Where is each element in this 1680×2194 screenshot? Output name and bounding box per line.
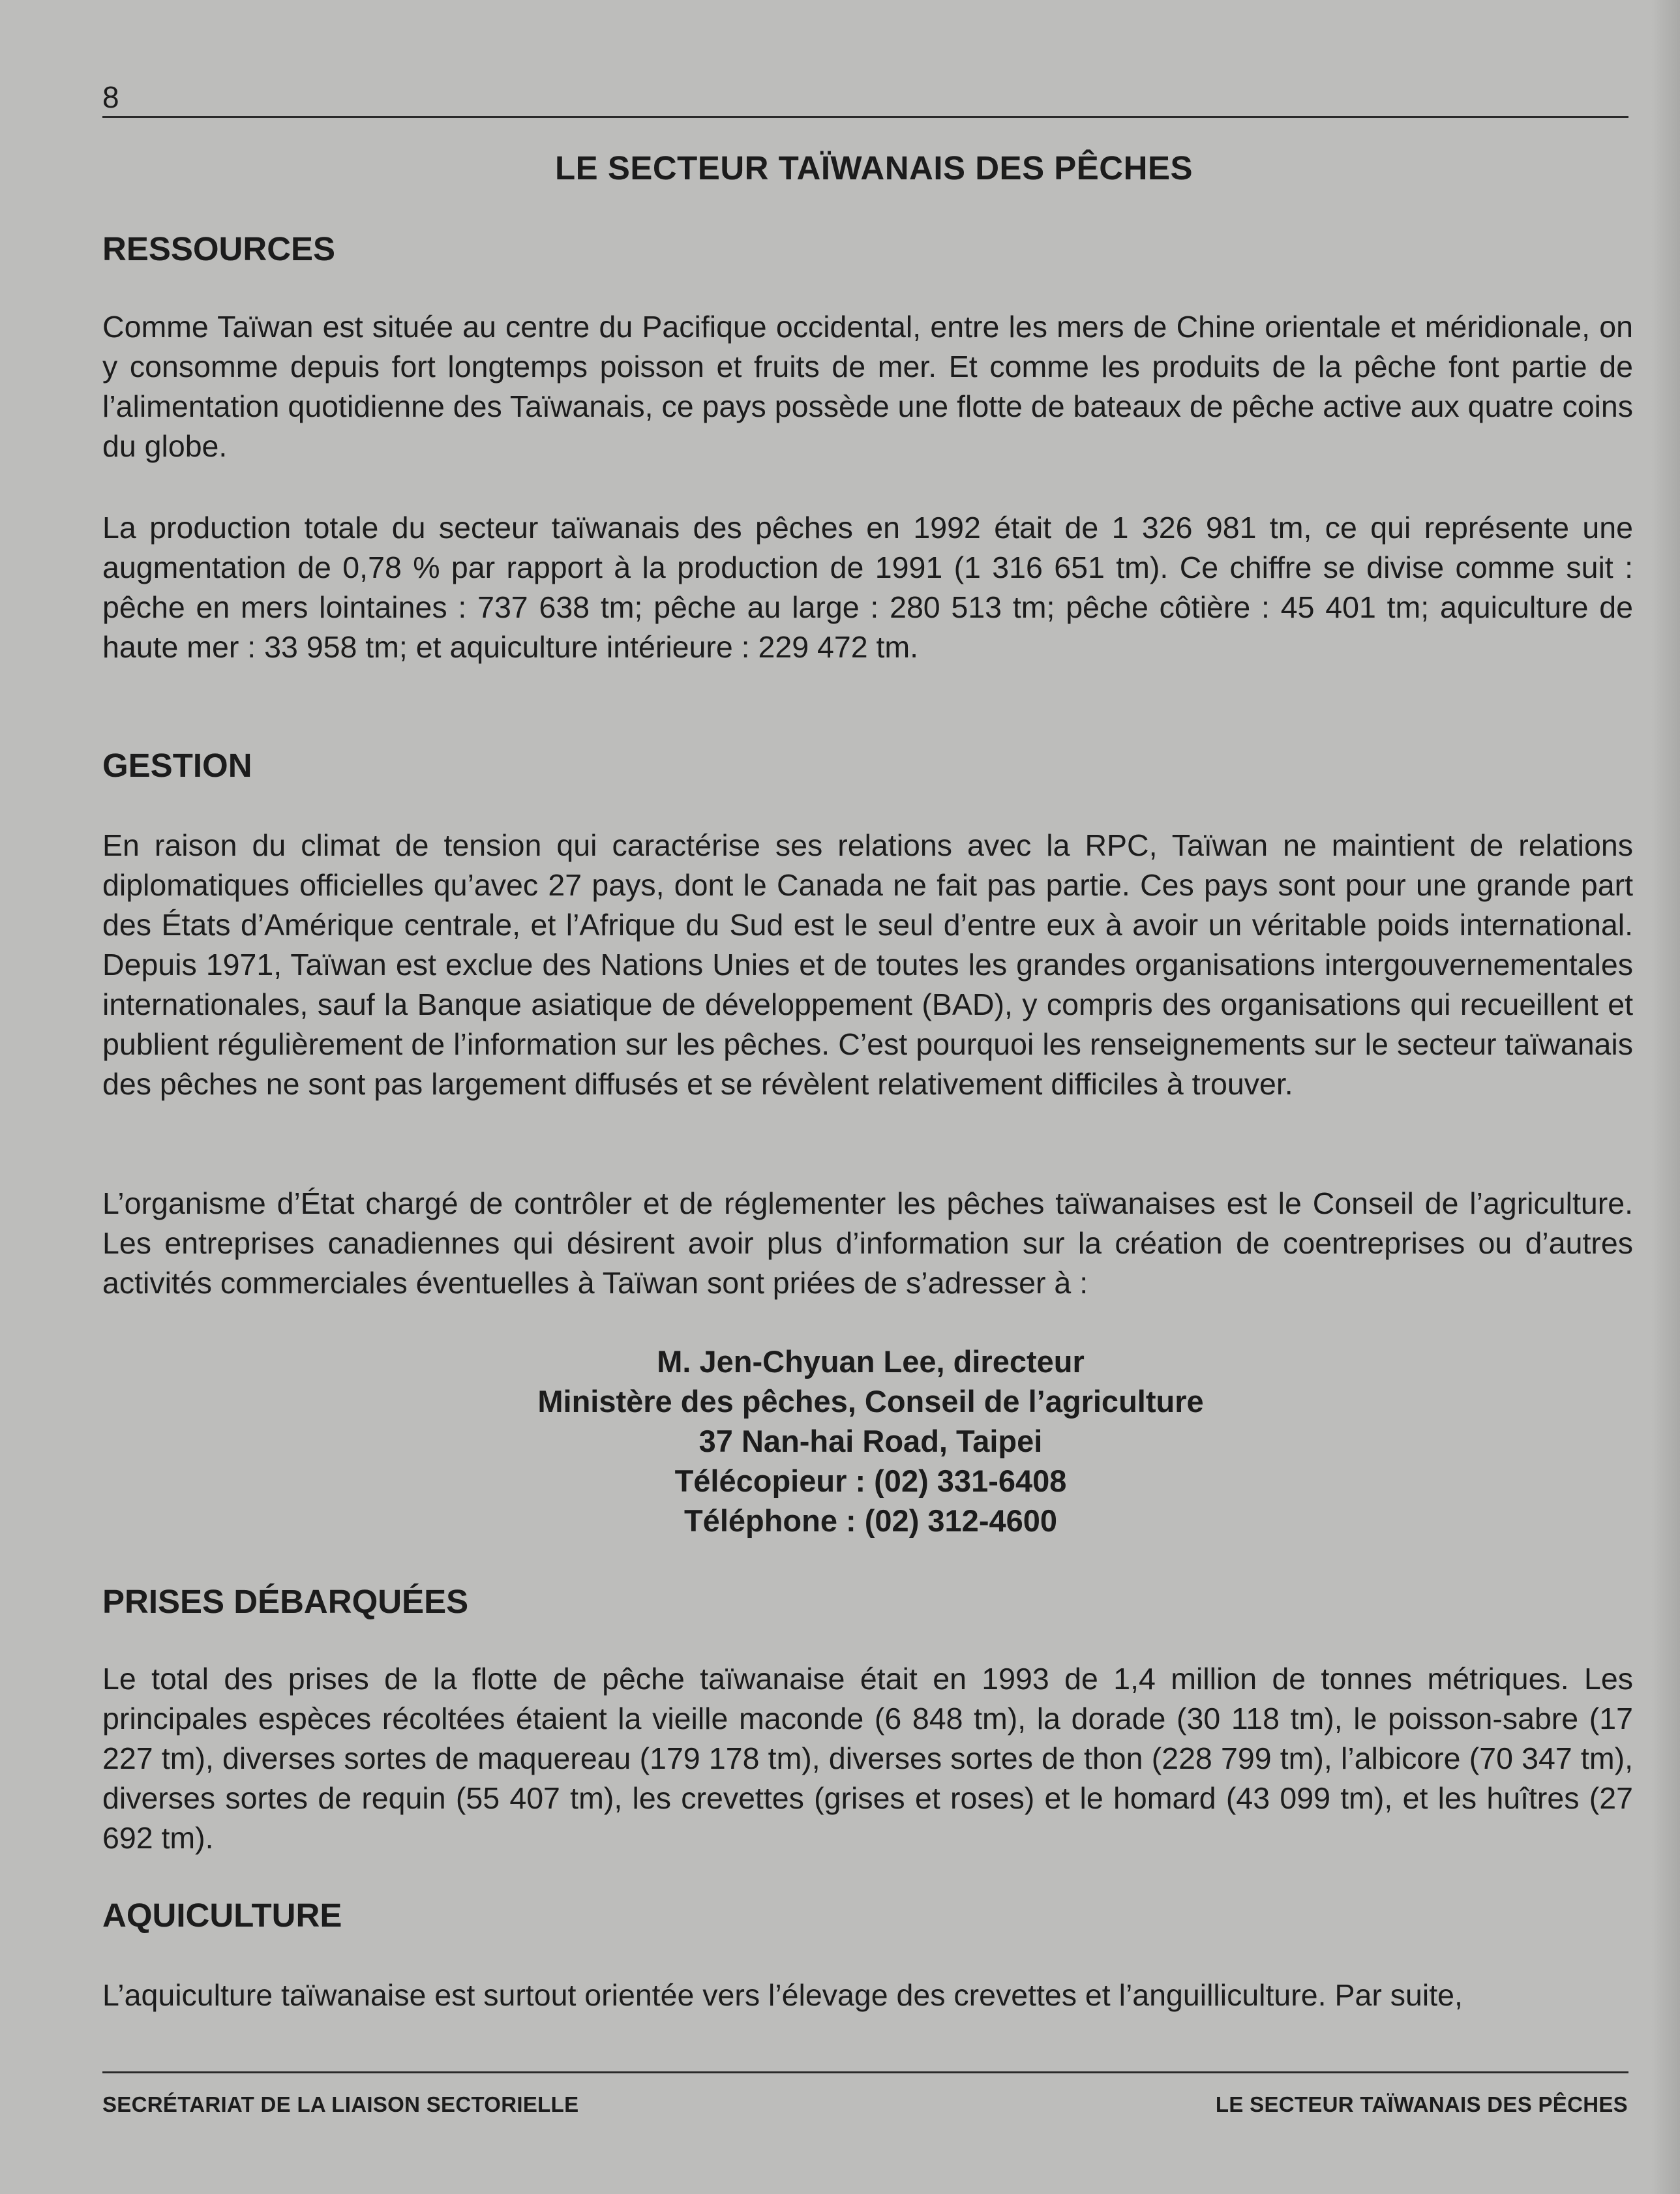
- document-title: LE SECTEUR TAÏWANAIS DES PÊCHES: [554, 149, 1193, 187]
- page-edge-shadow: [1651, 0, 1680, 2194]
- heading-gestion: GESTION: [102, 747, 252, 784]
- paragraph-gestion-2: L’organisme d’État chargé de contrôler et de réglementer les pêches taïwanaises est le Conseil de l’agriculture. Les entreprises canadiennes qui désirent avoir plus d’information sur la création de coentreprises ou d’autres activités commerciales éventuelles à Taïwan sont priées de s’adresser à :: [102, 1186, 1633, 1300]
- footer-right: LE SECTEUR TAÏWANAIS DES PÊCHES: [1215, 2092, 1628, 2116]
- contact-street: 37 Nan-hai Road, Taipei: [698, 1424, 1043, 1458]
- heading-ressources: RESSOURCES: [102, 230, 336, 267]
- contact-address: [0, 1342, 1680, 1540]
- page-number: 8: [102, 80, 119, 114]
- paragraph-ressources-2: La production totale du secteur taïwanais des pêches en 1992 était de 1 326 981 tm, ce qui représente une augmentation de 0,78 % par rapport à la production de 1991 (1 316 651 tm). Ce chiffre se divise comme suit : pêche en mers lointaines : 737 638 tm; pêche au large : 280 513 tm; pêche côtière : 45 401 tm; aquiculture de haute mer : 33 958 tm; et aquiculture intérieure : 229 472 tm.: [102, 511, 1633, 664]
- paragraph-ressources-1: Comme Taïwan est située au centre du Pacifique occidental, entre les mers de Chine orientale et méridionale, on y consomme depuis fort longtemps poisson et fruits de mer. Et comme les produits de la pêche font partie de l’alimentation quotidienne des Taïwanais, ce pays possède une flotte de bateaux de pêche active aux quatre coins du globe.: [102, 310, 1633, 463]
- heading-prises-debarquees: PRISES DÉBARQUÉES: [102, 1583, 469, 1620]
- contact-fax: Télécopieur : (02) 331-6408: [674, 1464, 1067, 1498]
- paragraph-gestion-1: En raison du climat de tension qui caractérise ses relations avec la RPC, Taïwan ne maintient de relations diplomatiques officielles qu’avec 27 pays, dont le Canada ne fait pas partie. Ces pays sont pour une grande part des États d’Amérique centrale, et l’Afrique du Sud est le seul d’entre eux à avoir un véritable poids international. Depuis 1971, Taïwan est exclue des Nations Unies et de toutes les grandes organisations intergouvernementales internationales, sauf la Banque asiatique de développement (BAD), y compris des organisations qui recueillent et publient régulièrement de l’information sur les pêches. C’est pourquoi les renseignements sur le secteur taïwanais des pêches ne sont pas largement diffusés et se révèlent relativement difficiles à trouver.: [102, 828, 1633, 1101]
- heading-aquiculture: AQUICULTURE: [102, 1897, 342, 1934]
- footer-left: SECRÉTARIAT DE LA LIAISON SECTORIELLE: [102, 2092, 579, 2116]
- paragraph-aquiculture-1: L’aquiculture taïwanaise est surtout orientée vers l’élevage des crevettes et l’anguilliculture. Par suite,: [102, 1978, 1463, 2012]
- header-rule: [102, 116, 1628, 118]
- footer-rule: [102, 2071, 1628, 2073]
- contact-phone: Téléphone : (02) 312-4600: [683, 1503, 1058, 1538]
- contact-organization: Ministère des pêches, Conseil de l’agriculture: [537, 1384, 1204, 1419]
- contact-name: M. Jen-Chyuan Lee, directeur: [657, 1344, 1085, 1379]
- paragraph-prises-1: Le total des prises de la flotte de pêche taïwanaise était en 1993 de 1,4 million de tonnes métriques. Les principales espèces récoltées étaient la vieille maconde (6 848 tm), la dorade (30 118 tm), le poisson-sabre (17 227 tm), diverses sortes de maquereau (179 178 tm), diverses sortes de thon (228 799 tm), l’albicore (70 347 tm), diverses sortes de requin (55 407 tm), les crevettes (grises et roses) et le homard (43 099 tm), et les huîtres (27 692 tm).: [102, 1662, 1633, 1855]
